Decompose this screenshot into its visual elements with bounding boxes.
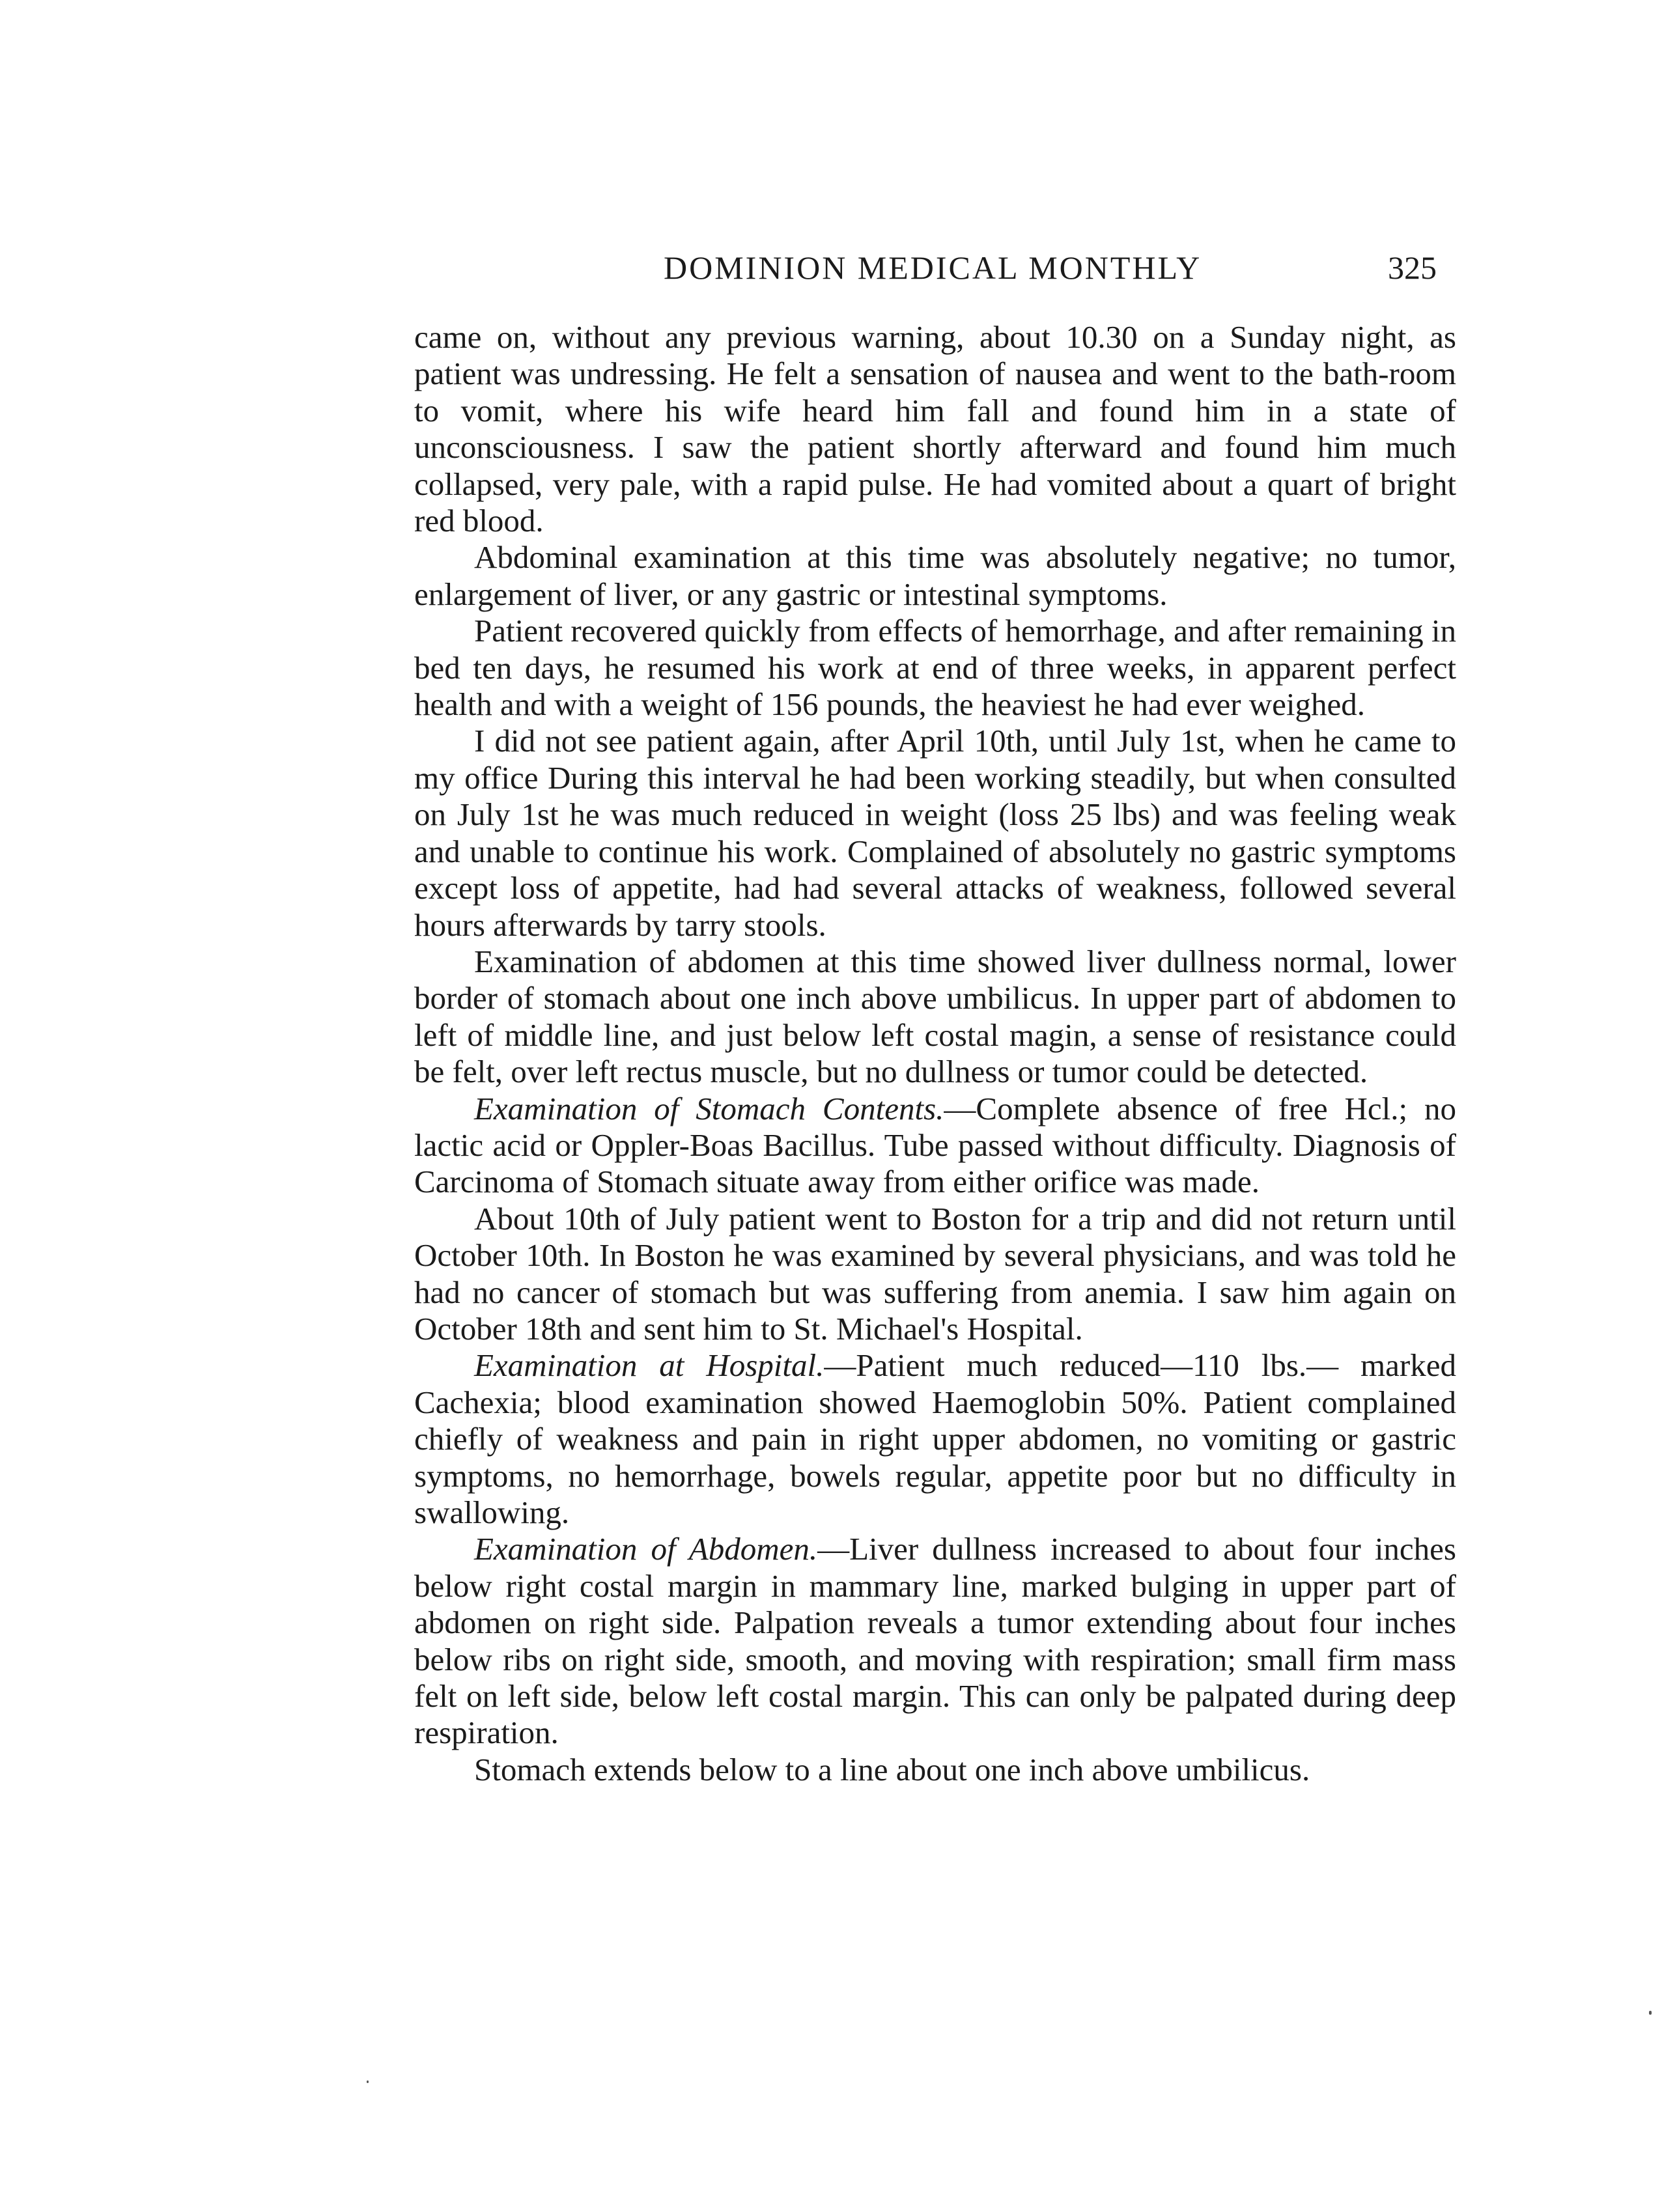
scan-speck	[1649, 2011, 1652, 2015]
paragraph	[414, 1752, 1456, 1788]
paragraph	[414, 1091, 1456, 1201]
paragraph	[414, 723, 1456, 943]
paragraph	[414, 1347, 1456, 1531]
paragraph-text: Patient recovered quickly from effects of hemorrhage, and after remaining in bed ten days, he resumed his work at end of three weeks, in apparent perfect health and with a weight of 156 pounds, the heaviest he had ever weighed.	[414, 613, 1456, 723]
paragraph-text: —Complete absence of free Hcl.; no lactic acid or Oppler-Boas Bacillus. Tube passed without difficulty. Diagnosis of Carcinoma of Stomach situate away from either orifice was made.	[414, 1090, 1457, 1200]
paragraph	[414, 613, 1456, 723]
paragraph	[414, 944, 1456, 1091]
paragraph	[414, 1531, 1456, 1751]
paragraph-text: Stomach extends below to a line about one inch above umbilicus.	[474, 1751, 1310, 1787]
paragraph-text: —Liver dullness increased to about four inches below right costal margin in mammary line, marked bulging in upper part of abdomen on right side. Palpation reveals a tumor extending about four inches below ribs on right side, smooth, and moving with respiration; small firm mass felt on left side, below left costal margin. This can only be palpated during deep respiration.	[414, 1531, 1457, 1751]
paragraph-text: came on, without any previous warning, about 10.30 on a Sunday night, as patient was undressing. He felt a sensation of nausea and went to the bath-room to vomit, where his wife heard him fall and found him in a state of unconsciousness. I saw the patient shortly afterward and found him much collapsed, very pale, with a rapid pulse. He had vomited about a quart of bright red blood.	[414, 319, 1456, 539]
run-in-heading: Examination of Abdomen.	[474, 1531, 818, 1567]
paragraph	[414, 319, 1456, 539]
paragraph-text: Examination of abdomen at this time showed liver dullness normal, lower border of stomach about one inch above umbilicus. In upper part of abdomen to left of middle line, and just below left costal magin, a sense of resistance could be felt, over left rectus muscle, but no dullness or tumor could be detected.	[414, 943, 1456, 1090]
paragraph	[414, 539, 1456, 613]
page-number: 325	[1388, 249, 1437, 286]
article-body	[414, 319, 1456, 1788]
paragraph	[414, 1201, 1456, 1348]
run-in-heading: Examination at Hospital.	[474, 1347, 824, 1384]
scan-speck	[367, 2080, 369, 2083]
paragraph-text: About 10th of July patient went to Boston for a trip and did not return until October 10th. In Boston he was examined by several physicians, and was told he had no cancer of stomach but was suffering from anemia. I saw him again on October 18th and sent him to St. Michael's Hospital.	[414, 1200, 1456, 1347]
running-head	[414, 249, 1456, 301]
paragraph-text: —Patient much reduced—110 lbs.— marked Cachexia; blood examination showed Haemoglobin 50%. Patient complained chiefly of weakness and pain in right upper abdomen, no vomiting or gastric symptoms, no hemorrhage, bowels regular, appetite poor but no difficulty in swallowing.	[414, 1347, 1456, 1530]
running-title: DOMINION MEDICAL MONTHLY	[664, 249, 1202, 286]
paragraph-text: I did not see patient again, after April 10th, until July 1st, when he came to my office During this interval he had been working steadily, but when consulted on July 1st he was much reduced in weight (loss 25 lbs) and was feeling weak and unable to continue his work. Complained of absolutely no gastric symptoms except loss of appetite, had had several attacks of weakness, followed several hours afterwards by tarry stools.	[414, 723, 1456, 943]
run-in-heading: Examination of Stomach Contents.	[474, 1090, 944, 1127]
paragraph-text: Abdominal examination at this time was absolutely negative; no tumor, enlargement of liver, or any gastric or intestinal symptoms.	[414, 539, 1456, 612]
